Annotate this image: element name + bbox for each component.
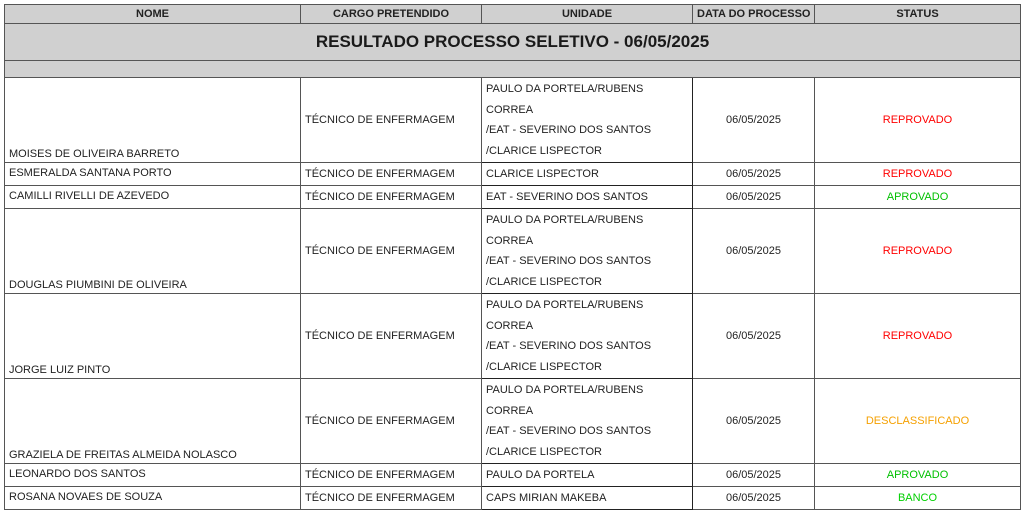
cell-cargo: TÉCNICO DE ENFERMAGEM (301, 464, 482, 487)
unidade-line: PAULO DA PORTELA/RUBENS (486, 299, 644, 311)
unidade-line: /CLARICE LISPECTOR (486, 445, 602, 458)
unidade-line: EAT - SEVERINO DOS SANTOS (486, 191, 648, 203)
status-badge: APROVADO (815, 464, 1021, 487)
cell-data: 06/05/2025 (693, 464, 815, 487)
table-row (5, 294, 1021, 379)
cell-nome: CAMILLI RIVELLI DE AZEVEDO (5, 186, 301, 209)
cell-data: 06/05/2025 (693, 186, 815, 209)
header-row (5, 5, 1021, 24)
unidade-line: /CLARICE LISPECTOR (486, 144, 602, 157)
cell-unidade (482, 464, 693, 487)
cell-nome: MOISES DE OLIVEIRA BARRETO (5, 78, 301, 163)
cell-cargo: TÉCNICO DE ENFERMAGEM (301, 186, 482, 209)
unidade-line: PAULO DA PORTELA (486, 469, 595, 481)
status-badge: REPROVADO (815, 78, 1021, 163)
cell-cargo: TÉCNICO DE ENFERMAGEM (301, 78, 482, 163)
cell-data: 06/05/2025 (693, 294, 815, 379)
unidade-line: /CLARICE LISPECTOR (486, 275, 602, 288)
table-row (5, 163, 1021, 186)
unidade-line: /EAT - SEVERINO DOS SANTOS (486, 255, 652, 267)
cell-nome: DOUGLAS PIUMBINI DE OLIVEIRA (5, 209, 301, 294)
table-row (5, 209, 1021, 294)
unidade-line: CORREA (486, 404, 534, 417)
cell-unidade (482, 294, 693, 379)
unidade-line: PAULO DA PORTELA/RUBENS (486, 214, 644, 226)
column-header-unidade: UNIDADE (482, 5, 693, 24)
cell-nome: JORGE LUIZ PINTO (5, 294, 301, 379)
cell-unidade (482, 78, 693, 163)
unidade-line: /EAT - SEVERINO DOS SANTOS (486, 425, 652, 437)
unidade-line: CORREA (486, 103, 534, 116)
column-header-cargo: CARGO PRETENDIDO (301, 5, 482, 24)
column-header-status: STATUS (815, 5, 1021, 24)
unidade-line: /EAT - SEVERINO DOS SANTOS (486, 124, 652, 136)
status-badge: APROVADO (815, 186, 1021, 209)
page-title: RESULTADO PROCESSO SELETIVO - 06/05/2025 (5, 24, 1021, 61)
column-header-nome: NOME (5, 5, 301, 24)
cell-unidade (482, 379, 693, 464)
unidade-line: CORREA (486, 234, 534, 247)
table-row (5, 379, 1021, 464)
table-row (5, 186, 1021, 209)
cell-data: 06/05/2025 (693, 209, 815, 294)
unidade-line: PAULO DA PORTELA/RUBENS (486, 83, 644, 95)
results-table (4, 4, 1021, 510)
cell-data: 06/05/2025 (693, 78, 815, 163)
cell-cargo: TÉCNICO DE ENFERMAGEM (301, 379, 482, 464)
unidade-line: /EAT - SEVERINO DOS SANTOS (486, 340, 652, 352)
cell-unidade (482, 163, 693, 186)
cell-unidade (482, 186, 693, 209)
cell-data: 06/05/2025 (693, 163, 815, 186)
status-badge: BANCO (815, 487, 1021, 510)
unidade-line: CORREA (486, 319, 534, 332)
results-sheet (4, 4, 1020, 510)
unidade-line: /CLARICE LISPECTOR (486, 360, 602, 373)
cell-cargo: TÉCNICO DE ENFERMAGEM (301, 209, 482, 294)
blank-banner-row (5, 61, 1021, 78)
status-badge: REPROVADO (815, 163, 1021, 186)
column-header-data: DATA DO PROCESSO (693, 5, 815, 24)
cell-cargo: TÉCNICO DE ENFERMAGEM (301, 294, 482, 379)
unidade-line: CLARICE LISPECTOR (486, 168, 599, 180)
status-badge: DESCLASSIFICADO (815, 379, 1021, 464)
cell-unidade (482, 209, 693, 294)
unidade-line: PAULO DA PORTELA/RUBENS (486, 384, 644, 396)
cell-cargo: TÉCNICO DE ENFERMAGEM (301, 163, 482, 186)
cell-data: 06/05/2025 (693, 487, 815, 510)
cell-unidade (482, 487, 693, 510)
cell-nome: ROSANA NOVAES DE SOUZA (5, 487, 301, 510)
unidade-line: CAPS MIRIAN MAKEBA (486, 492, 607, 504)
cell-cargo: TÉCNICO DE ENFERMAGEM (301, 487, 482, 510)
status-badge: REPROVADO (815, 294, 1021, 379)
table-row (5, 464, 1021, 487)
cell-nome: GRAZIELA DE FREITAS ALMEIDA NOLASCO (5, 379, 301, 464)
cell-nome: ESMERALDA SANTANA PORTO (5, 163, 301, 186)
table-row (5, 487, 1021, 510)
cell-nome: LEONARDO DOS SANTOS (5, 464, 301, 487)
table-body (5, 78, 1021, 510)
cell-data: 06/05/2025 (693, 379, 815, 464)
table-row (5, 78, 1021, 163)
status-badge: REPROVADO (815, 209, 1021, 294)
